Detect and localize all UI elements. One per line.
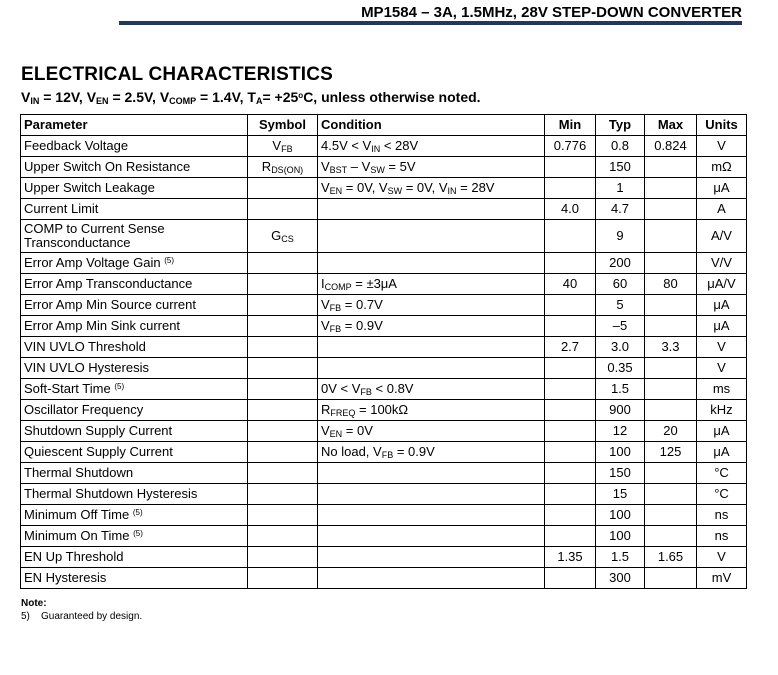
cell-min [545, 463, 596, 484]
cell-condition [318, 199, 545, 220]
note-label: Note: [21, 598, 47, 609]
table-row [21, 505, 747, 526]
cell-condition [318, 484, 545, 505]
cell-max [645, 526, 697, 547]
cell-max: 1.65 [645, 547, 697, 568]
cell-max [645, 157, 697, 178]
cell-condition [318, 526, 545, 547]
cell-units: ns [697, 505, 747, 526]
cell-symbol [248, 253, 318, 274]
table-row [21, 220, 747, 253]
cell-parameter: Upper Switch On Resistance [21, 157, 248, 178]
cell-symbol [248, 316, 318, 337]
cell-min [545, 358, 596, 379]
cell-max [645, 253, 697, 274]
table-row [21, 136, 747, 157]
cell-min [545, 220, 596, 253]
table-row [21, 484, 747, 505]
footnote-ref: (5) [164, 256, 174, 265]
table-row [21, 400, 747, 421]
table-row [21, 295, 747, 316]
cell-parameter: Error Amp Transconductance [21, 274, 248, 295]
cell-typ: 900 [596, 400, 645, 421]
cell-units: V [697, 547, 747, 568]
cell-min: 40 [545, 274, 596, 295]
cell-max [645, 358, 697, 379]
table-header-row [21, 115, 747, 136]
cell-min [545, 421, 596, 442]
cell-condition [318, 337, 545, 358]
cell-symbol [248, 295, 318, 316]
cell-symbol: $V_{FB}$ [248, 136, 318, 157]
cell-min [545, 253, 596, 274]
cell-symbol: $G_{CS}$ [248, 220, 318, 253]
footnote-ref: (5) [132, 508, 143, 517]
cell-max: 20 [645, 421, 697, 442]
cell-typ: 1.5 [596, 547, 645, 568]
table-row [21, 421, 747, 442]
cell-min [545, 157, 596, 178]
cell-condition: $R_{FREQ} = 100k\Omega$ [318, 400, 545, 421]
cell-units: A/V [697, 220, 747, 253]
cell-max [645, 568, 697, 589]
cell-min [545, 526, 596, 547]
table-row [21, 526, 747, 547]
electrical-characteristics-table [20, 114, 747, 589]
cell-max: 3.3 [645, 337, 697, 358]
cell-typ: 60 [596, 274, 645, 295]
table-row [21, 463, 747, 484]
cell-condition: $V_{EN} = 0V$ [318, 421, 545, 442]
cell-units: μA [697, 178, 747, 199]
header-rule [119, 21, 742, 25]
table-row [21, 337, 747, 358]
cell-symbol [248, 463, 318, 484]
cell-typ: 300 [596, 568, 645, 589]
col-header-symbol: Symbol [248, 115, 318, 136]
col-header-parameter: Parameter [21, 115, 248, 136]
cell-min: 4.0 [545, 199, 596, 220]
cell-condition [318, 463, 545, 484]
cell-parameter: Error Amp Min Sink current [21, 316, 248, 337]
cell-units: μA [697, 316, 747, 337]
cell-max [645, 463, 697, 484]
table-row [21, 274, 747, 295]
cell-condition: $4.5V < V_{IN} < 28V$ [318, 136, 545, 157]
cell-typ: 15 [596, 484, 645, 505]
cell-symbol [248, 421, 318, 442]
cell-symbol [248, 526, 318, 547]
cell-parameter: Minimum On Time $^{(5)}$ [21, 526, 248, 547]
cell-units: kHz [697, 400, 747, 421]
table-row [21, 199, 747, 220]
cell-typ: 0.8 [596, 136, 645, 157]
cell-symbol [248, 547, 318, 568]
cell-units: A [697, 199, 747, 220]
cell-max [645, 379, 697, 400]
col-header-condition: Condition [318, 115, 545, 136]
cell-condition: No load, $V_{FB} = 0.9V$ [318, 442, 545, 463]
cell-typ: 150 [596, 463, 645, 484]
cell-min [545, 442, 596, 463]
cell-condition [318, 568, 545, 589]
cell-parameter: Error Amp Min Source current [21, 295, 248, 316]
footnote-number: 5) [21, 611, 30, 622]
cell-typ: –5 [596, 316, 645, 337]
cell-parameter: COMP to Current Sense Transconductance [21, 220, 248, 253]
cell-units: V [697, 337, 747, 358]
cell-condition [318, 505, 545, 526]
cell-condition [318, 358, 545, 379]
cell-condition: $V_{FB} = 0.9V$ [318, 316, 545, 337]
cell-symbol [248, 199, 318, 220]
cell-symbol [248, 178, 318, 199]
col-header-min: Min [545, 115, 596, 136]
cell-typ: 1 [596, 178, 645, 199]
col-header-max: Max [645, 115, 697, 136]
cell-units: μA/V [697, 274, 747, 295]
cell-symbol [248, 505, 318, 526]
cell-typ: 5 [596, 295, 645, 316]
cell-typ: 100 [596, 526, 645, 547]
cell-typ: 100 [596, 442, 645, 463]
cell-units: mΩ [697, 157, 747, 178]
cell-parameter: Feedback Voltage [21, 136, 248, 157]
cell-condition [318, 253, 545, 274]
table-row [21, 358, 747, 379]
document-header-title: MP1584 – 3A, 1.5MHz, 28V STEP-DOWN CONVERTER [361, 4, 742, 21]
cell-typ: 3.0 [596, 337, 645, 358]
cell-max [645, 400, 697, 421]
cell-parameter: VIN UVLO Threshold [21, 337, 248, 358]
table-row [21, 157, 747, 178]
cell-min [545, 568, 596, 589]
cell-condition: $I_{COMP} = \pm 3\mu A$ [318, 274, 545, 295]
cell-min: 2.7 [545, 337, 596, 358]
cell-max: 80 [645, 274, 697, 295]
cell-typ: 9 [596, 220, 645, 253]
cell-typ: 100 [596, 505, 645, 526]
cell-condition: $V_{BST} - V_{SW} = 5V$ [318, 157, 545, 178]
cell-parameter: EN Up Threshold [21, 547, 248, 568]
cell-max [645, 220, 697, 253]
table-row [21, 547, 747, 568]
cell-symbol [248, 337, 318, 358]
cell-condition: $V_{EN} = 0V$, $V_{SW} = 0V$, $V_{IN} = 28V$ [318, 178, 545, 199]
cell-units: V/V [697, 253, 747, 274]
cell-max [645, 295, 697, 316]
table-row [21, 178, 747, 199]
cell-min [545, 316, 596, 337]
cell-parameter: Upper Switch Leakage [21, 178, 248, 199]
test-conditions: $V_{IN} = 12V$, $V_{EN} = 2.5V$, $V_{COMP} = 1.4V$, $T_A= +25^oC$, unless otherwise noted. [21, 89, 481, 106]
table-row [21, 568, 747, 589]
cell-min [545, 295, 596, 316]
cell-typ: 150 [596, 157, 645, 178]
cell-parameter: VIN UVLO Hysteresis [21, 358, 248, 379]
cell-max [645, 484, 697, 505]
table-row [21, 253, 747, 274]
cell-max [645, 505, 697, 526]
cell-units: μA [697, 295, 747, 316]
cell-units: V [697, 136, 747, 157]
cell-min [545, 400, 596, 421]
cell-max: 0.824 [645, 136, 697, 157]
cell-parameter: Current Limit [21, 199, 248, 220]
section-title: ELECTRICAL CHARACTERISTICS [21, 64, 334, 85]
footnote-ref: (5) [114, 382, 125, 391]
cell-typ: 4.7 [596, 199, 645, 220]
cell-parameter: Oscillator Frequency [21, 400, 248, 421]
cell-parameter: Quiescent Supply Current [21, 442, 248, 463]
cell-min [545, 178, 596, 199]
cell-units: ns [697, 526, 747, 547]
cell-symbol [248, 400, 318, 421]
cell-symbol [248, 379, 318, 400]
cell-parameter: Soft-Start Time $^{(5)}$ [21, 379, 248, 400]
cell-typ: 200 [596, 253, 645, 274]
cell-units: μA [697, 421, 747, 442]
cell-condition [318, 547, 545, 568]
cell-symbol [248, 442, 318, 463]
cell-parameter: Thermal Shutdown Hysteresis [21, 484, 248, 505]
cell-max [645, 199, 697, 220]
cell-typ: 12 [596, 421, 645, 442]
footnote-ref: (5) [133, 529, 143, 538]
table-body [21, 136, 747, 589]
table-row [21, 442, 747, 463]
cell-max: 125 [645, 442, 697, 463]
cell-condition: $V_{FB} = 0.7V$ [318, 295, 545, 316]
footnote-text: Guaranteed by design. [41, 611, 143, 622]
cell-units: V [697, 358, 747, 379]
cell-typ: 1.5 [596, 379, 645, 400]
cell-min [545, 379, 596, 400]
cell-symbol: $R_{DS(ON)}$ [248, 157, 318, 178]
cell-parameter: Error Amp Voltage Gain $^{(5)}$ [21, 253, 248, 274]
table-row [21, 379, 747, 400]
cell-max [645, 316, 697, 337]
cell-parameter: Thermal Shutdown [21, 463, 248, 484]
cell-parameter: Shutdown Supply Current [21, 421, 248, 442]
cell-max [645, 178, 697, 199]
cell-units: mV [697, 568, 747, 589]
cell-min: 1.35 [545, 547, 596, 568]
cell-parameter: EN Hysteresis [21, 568, 248, 589]
cell-symbol [248, 274, 318, 295]
cell-symbol [248, 568, 318, 589]
cell-units: μA [697, 442, 747, 463]
cell-min [545, 484, 596, 505]
col-header-units: Units [697, 115, 747, 136]
cell-min [545, 505, 596, 526]
col-header-typ: Typ [596, 115, 645, 136]
cell-units: °C [697, 484, 747, 505]
footnote-item [21, 611, 142, 622]
table-row [21, 316, 747, 337]
cell-symbol [248, 484, 318, 505]
cell-symbol [248, 358, 318, 379]
cell-units: ms [697, 379, 747, 400]
cell-units: °C [697, 463, 747, 484]
cell-parameter: Minimum Off Time $^{(5)}$ [21, 505, 248, 526]
cell-condition [318, 220, 545, 253]
cell-typ: 0.35 [596, 358, 645, 379]
cell-condition: $0V < V_{FB} < 0.8V$ [318, 379, 545, 400]
cell-min: 0.776 [545, 136, 596, 157]
